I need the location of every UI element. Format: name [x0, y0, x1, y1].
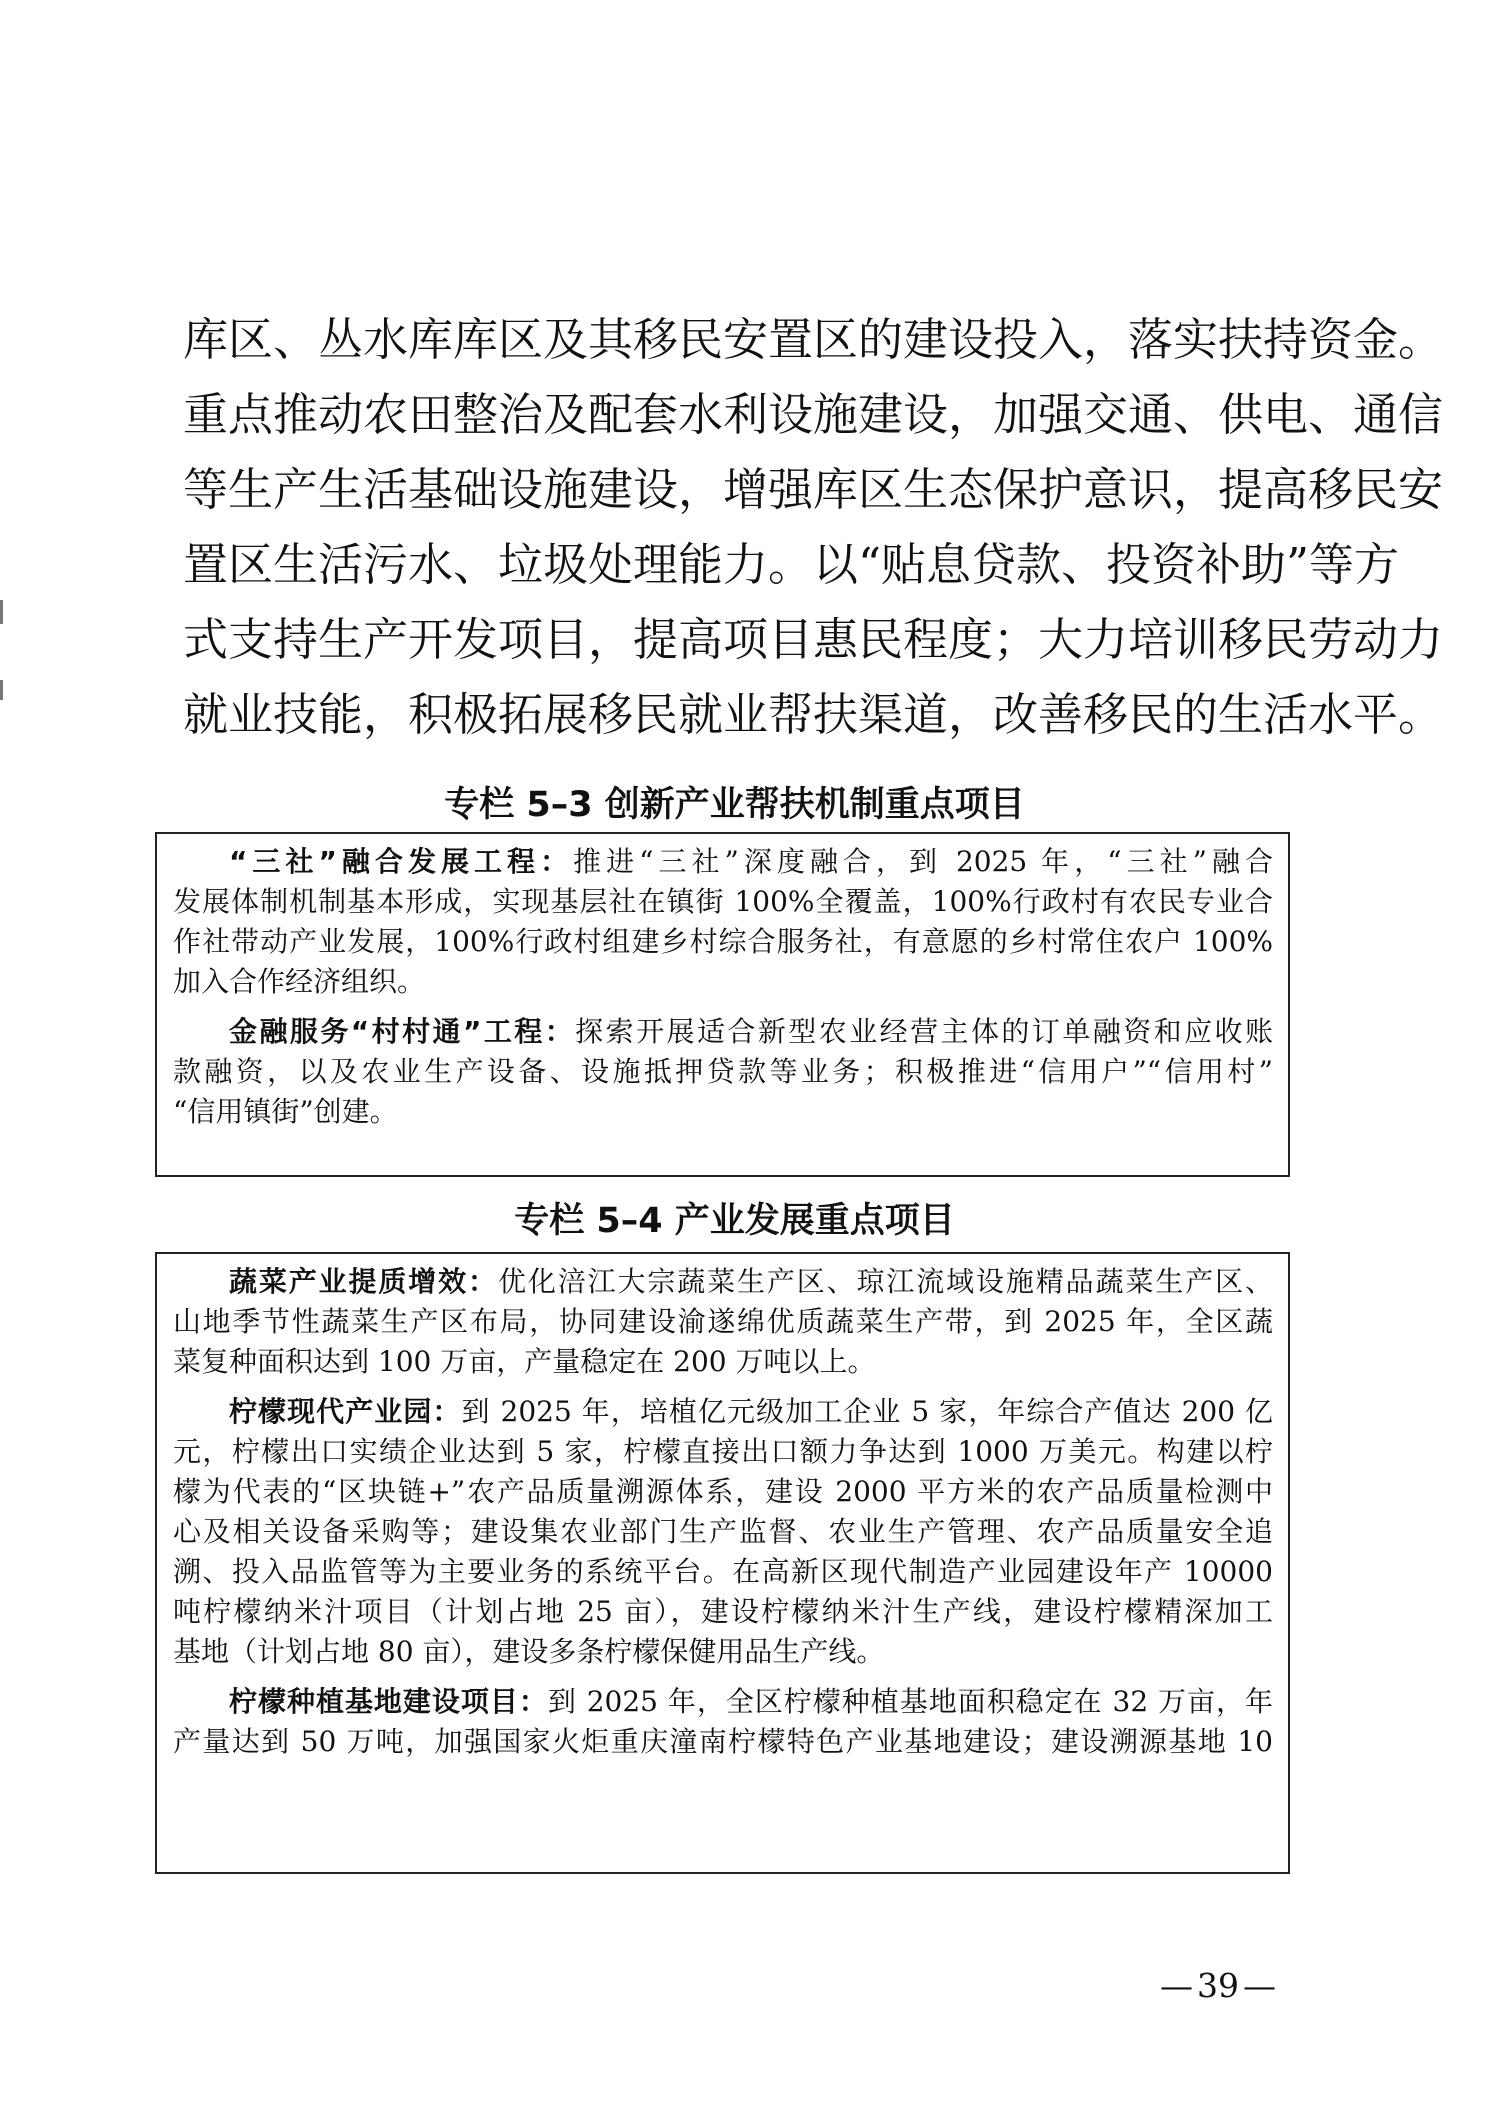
column-5-3-box: [155, 832, 1290, 1177]
column-5-4-box: [155, 1252, 1290, 1874]
item-line: 山地季节性蔬菜生产区布局，协同建设渝遂绵优质蔬菜生产带，到 2025 年，全区蔬: [173, 1305, 1273, 1338]
item-line: 产量达到 50 万吨，加强国家火炬重庆潼南柠檬特色产业基地建设；建设溯源基地 10: [173, 1725, 1273, 1758]
item-line: 心及相关设备采购等；建设集农业部门生产监督、农业生产管理、农产品质量安全追: [173, 1515, 1273, 1548]
body-line: 库区、丛水库库区及其移民安置区的建设投入，落实扶持资金。: [183, 313, 1444, 366]
column-5-4-title: 专栏 5–4 产业发展重点项目: [514, 1201, 955, 1241]
item-heading: 蔬菜产业提质增效：: [229, 1265, 498, 1298]
item-text: 到 2025 年，全区柠檬种植基地面积稳定在 32 万亩，年: [547, 1685, 1273, 1718]
body-line: 置区生活污水、垃圾处理能力。以“贴息贷款、投资补助”等方: [183, 538, 1400, 591]
item-first-line: [173, 1682, 1273, 1722]
body-line: 式支持生产开发项目，提高项目惠民程度；大力培训移民劳动力: [183, 613, 1444, 666]
body-line: 就业技能，积极拓展移民就业帮扶渠道，改善移民的生活水平。: [183, 688, 1444, 741]
item-first-line: [173, 842, 1273, 882]
body-line: 等生产生活基础设施建设，增强库区生态保护意识，提高移民安: [183, 463, 1444, 516]
item-text: 到 2025 年，培植亿元级加工企业 5 家，年综合产值达 200 亿: [461, 1395, 1273, 1428]
item-first-line: [173, 1392, 1273, 1432]
page-number-dash: —: [1160, 1966, 1193, 2005]
item-line: 元，柠檬出口实绩企业达到 5 家，柠檬直接出口额力争达到 1000 万美元。构建以柠: [173, 1435, 1273, 1468]
scan-edge-mark: [0, 600, 3, 624]
body-paragraph: [183, 302, 1444, 752]
item-heading: 柠檬种植基地建设项目：: [229, 1685, 548, 1718]
item-line: 溯、投入品监管等为主要业务的系统平台。在高新区现代制造产业园建设年产 10000: [173, 1555, 1273, 1588]
item-line: 作社带动产业发展，100%行政村组建乡村综合服务社，有意愿的乡村常住农户 100%: [173, 925, 1273, 958]
item-line: 菜复种面积达到 100 万亩，产量稳定在 200 万吨以上。: [173, 1345, 876, 1378]
item-first-line: [173, 1012, 1273, 1052]
item-line: 檬为代表的“区块链+”农产品质量溯源体系，建设 2000 平方米的农产品质量检测中: [173, 1475, 1273, 1508]
item-line: 吨柠檬纳米汁项目（计划占地 25 亩），建设柠檬纳米汁生产线，建设柠檬精深加工: [173, 1595, 1273, 1628]
item-heading: 金融服务“村村通”工程：: [229, 1015, 576, 1048]
item-line: 款融资，以及农业生产设备、设施抵押贷款等业务；积极推进“信用户”“信用村”: [173, 1055, 1273, 1088]
item-line: 基地（计划占地 80 亩），建设多条柠檬保健用品生产线。: [173, 1635, 885, 1668]
page-number-value: 39: [1197, 1966, 1239, 2005]
item-line: 加入合作经济组织。: [173, 965, 426, 998]
item-first-line: [173, 1262, 1273, 1302]
page-number: [1140, 1966, 1280, 2006]
item-heading: “三社”融合发展工程：: [229, 845, 574, 878]
item-text: 探索开展适合新型农业经营主体的订单融资和应收账: [575, 1015, 1273, 1048]
item-line: 发展体制机制基本形成，实现基层社在镇街 100%全覆盖，100%行政村有农民专业合: [173, 885, 1273, 918]
item-line: “信用镇街”创建。: [173, 1095, 398, 1128]
item-text: 优化涪江大宗蔬菜生产区、琼江流域设施精品蔬菜生产区、: [497, 1265, 1273, 1298]
item-heading: 柠檬现代产业园：: [229, 1395, 462, 1428]
item-text: 推进“三社”深度融合，到 2025 年，“三社”融合: [573, 845, 1273, 878]
body-line: 重点推动农田整治及配套水利设施建设，加强交通、供电、通信: [183, 388, 1444, 441]
scan-edge-mark: [0, 680, 3, 700]
page-number-dash: —: [1243, 1966, 1276, 2005]
column-5-3-title: 专栏 5–3 创新产业帮扶机制重点项目: [444, 785, 1025, 825]
